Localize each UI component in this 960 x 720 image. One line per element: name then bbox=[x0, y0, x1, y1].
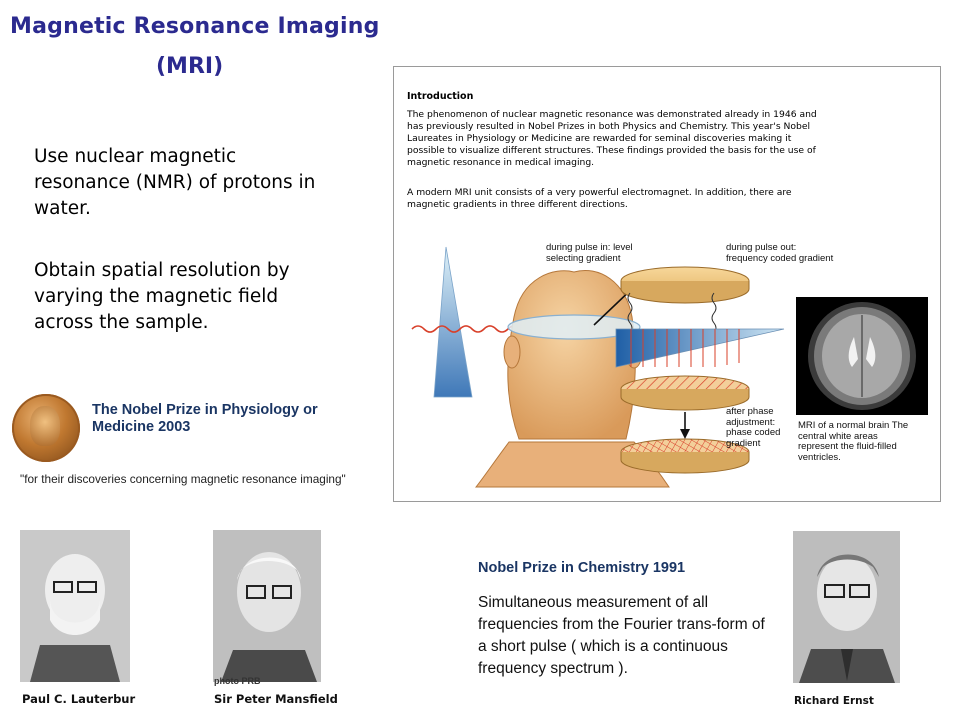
nobel-physiology-title: The Nobel Prize in Physiology or Medicine 2003 bbox=[92, 402, 318, 435]
resolution-paragraph: Obtain spatial resolution by varying the magnetic field across the sample. bbox=[34, 260, 290, 333]
label-mri-caption: MRI of a normal brain The central white areas represent the fluid-filled ventricles. bbox=[798, 420, 909, 463]
ernst-name: Richard Ernst bbox=[794, 695, 874, 707]
figure-heading: Introduction bbox=[407, 91, 474, 102]
mri-brain-image bbox=[796, 297, 928, 415]
ernst-photo bbox=[793, 531, 900, 683]
nobel-physiology-citation: "for their discoveries concerning magnetic resonance imaging" bbox=[20, 472, 346, 486]
nmr-paragraph: Use nuclear magnetic resonance (NMR) of protons in water. bbox=[34, 146, 316, 219]
mri-intro-figure bbox=[393, 66, 941, 502]
mansfield-photo bbox=[213, 530, 321, 682]
frequency-gradient-wedge bbox=[616, 329, 784, 367]
figure-intro-paragraph: The phenomenon of nuclear magnetic resonance was demonstrated already in 1946 and has previously resulted in Nobel Prizes in both Physics and Chemistry. This year's Nobel Laureates in Physiology or Medicine are rewarded for seminal discoveries making it possible to visualize different structures. These findings provided the basis for the use of magnetic resonance in medical imaging. bbox=[407, 109, 817, 168]
photo-credit: photo PRB bbox=[214, 676, 261, 686]
label-pulse-out: during pulse out: frequency coded gradient bbox=[726, 242, 834, 264]
label-phase-adjustment: after phase adjustment: phase coded gradient bbox=[726, 406, 781, 449]
lauterbur-photo bbox=[20, 530, 130, 682]
nobel-medal-image bbox=[12, 394, 80, 462]
slide-title: Magnetic Resonance Imaging bbox=[10, 14, 380, 39]
chemistry-prize-title: Nobel Prize in Chemistry 1991 bbox=[478, 560, 686, 576]
mansfield-name: Sir Peter Mansfield bbox=[214, 692, 338, 706]
lauterbur-name: Paul C. Lauterbur bbox=[22, 692, 136, 706]
label-pulse-in: during pulse in: level selecting gradient bbox=[546, 242, 633, 264]
slide-title-abbrev: (MRI) bbox=[156, 54, 224, 79]
chemistry-prize-description: Simultaneous measurement of all frequencies from the Fourier trans-form of a short pulse ( which is a continuous frequency spectrum ). bbox=[478, 594, 765, 677]
field-gradient-triangle bbox=[434, 247, 472, 397]
figure-magnet-paragraph: A modern MRI unit consists of a very powerful electromagnet. In addition, there are magnetic gradients in three different directions. bbox=[407, 187, 792, 210]
